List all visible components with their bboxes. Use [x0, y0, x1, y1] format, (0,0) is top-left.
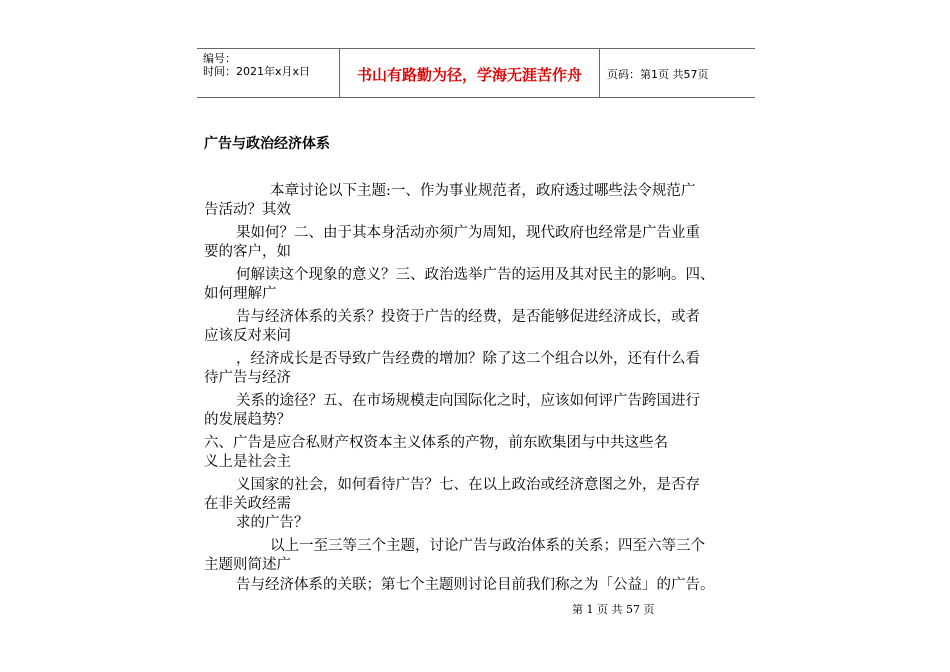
body-line: 应该反对来问: [204, 328, 291, 344]
body-line: 本章讨论以下主题:一、作为事业规范者，政府透过哪些法令规范广: [270, 183, 696, 199]
body-line: 的发展趋势？: [204, 412, 291, 428]
body-line: 义上是社会主: [204, 454, 291, 470]
body-line: 待广告与经济: [204, 370, 291, 386]
body-line: 主题则简述广: [204, 557, 291, 573]
body-line: 要的客户，如: [204, 244, 291, 260]
body-line: 告与经济体系的关系？投资于广告的经费，是否能够促进经济成长，或者: [236, 309, 700, 325]
body-line: 求的广告？: [236, 515, 309, 531]
header-page-cell: [599, 49, 755, 97]
header-page-info: 页码：第1页 共57页: [607, 68, 709, 81]
body-line: 以上一至三等三个主题，讨论广告与政治体系的关系；四至六等三个: [270, 538, 705, 554]
body-line: 何解读这个现象的意义？三、政治选举广告的运用及其对民主的影响。四、: [236, 267, 715, 283]
header-motto: 书山有路勤为径，学海无涯苦作舟: [356, 66, 582, 84]
body-line: 义国家的社会，如何看待广告？七、在以上政治或经济意图之外，是否存: [236, 477, 700, 493]
page-footer: 第 1 页 共 57 页: [572, 603, 655, 616]
body-line: 六、广告是应合私财产权资本主义体系的产物，前东欧集团与中共这些名: [204, 435, 668, 451]
body-line: 果如何？二、由于其本身活动亦须广为周知，现代政府也经常是广告业重: [236, 225, 700, 241]
body-line: 告活动？其效: [204, 202, 291, 218]
document-title: 广告与政治经济体系: [204, 136, 330, 152]
body-line: 在非关政经需: [204, 496, 291, 512]
body-line: 如何理解广: [204, 286, 277, 302]
body-line: 关系的途径？五、在市场规模走向国际化之时，应该如何评广告跨国进行: [236, 393, 700, 409]
body-line: ，经济成长是否导致广告经费的增加？除了这二个组合以外，还有什么看: [236, 351, 700, 367]
document-number-label: 编号：: [203, 52, 236, 65]
document-time-label: 时间：2021年x月x日: [203, 65, 311, 78]
body-line: 告与经济体系的关联；第七个主题则讨论目前我们称之为「公益」的广告。: [236, 577, 715, 593]
header-meta-cell: [197, 49, 339, 97]
header-motto-cell: [339, 49, 600, 97]
document-header: [197, 48, 755, 98]
